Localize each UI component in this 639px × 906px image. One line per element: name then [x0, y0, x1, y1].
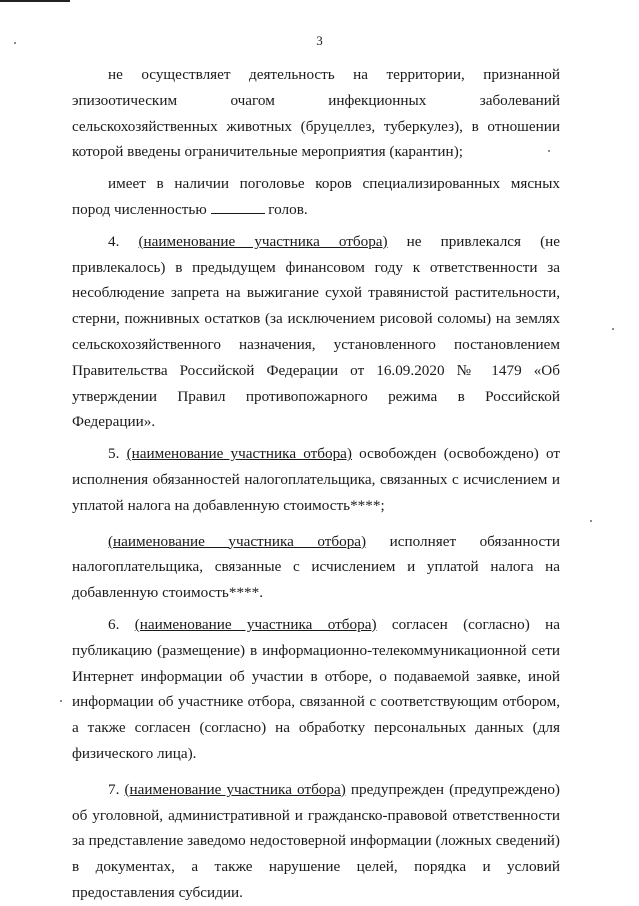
- paragraph-item-5: [72, 441, 560, 518]
- paragraph-text: не привлекался (не привлекалось) в предыдущем финансовом году к ответственности за несоблюдение запрета на выжигание сухой травянистой растительности, стерни, пожнивных остатков (за исключением рисовой соломы) на землях сельскохозяйственного назначения, установленного постановлением Правительства Российской Федерации от 16.09.2020 № 1479 «Об утверждении Правил противопожарного режима в Российской Федерации».: [72, 232, 561, 431]
- paragraph-text: голов.: [264, 200, 308, 218]
- paragraph-item-6: [72, 612, 560, 767]
- paragraph-item-5-alt: [72, 529, 560, 606]
- page-number: 3: [316, 33, 323, 48]
- scan-speck: [612, 328, 614, 330]
- item-number: 6.: [108, 615, 135, 633]
- participant-name-placeholder: (наименование участника отбора): [124, 780, 346, 798]
- paragraph-livestock: [72, 171, 560, 223]
- document-body: [72, 62, 560, 906]
- scan-speck: [590, 520, 592, 522]
- paragraph-text: исполняет обязанности налогоплательщика, связанные с исчислением и уплатой налога на добавленную стоимость****.: [72, 532, 560, 602]
- participant-name-placeholder: (наименование участника отбора): [126, 445, 352, 463]
- paragraph-epizootic: [72, 62, 560, 165]
- blank-line: [211, 199, 265, 214]
- paragraph-text: не осуществляет деятельность на территории, признанной эпизоотическим очагом инфекционных заболеваний сельскохозяйственных животных (бруцеллез, туберкулез), в отношении которой введены ограничительные мероприятия (карантин);: [72, 66, 560, 161]
- item-number: 4.: [108, 232, 139, 250]
- scan-speck: [548, 150, 550, 152]
- participant-name-placeholder: (наименование участника отбора): [138, 232, 388, 250]
- paragraph-text: согласен (согласно) на публикацию (размещение) в информационно-телекоммуникационной сети Интернет информации об участии в отборе, о подаваемой заявке, иной информации об участнике отбора, связанной с соответствующим отбором, а также согласен (согласно) на обработку персональных данных (для физического лица).: [72, 615, 560, 762]
- scan-speck: [14, 42, 16, 44]
- item-number: 7.: [108, 780, 125, 798]
- paragraph-text: освобожден (освобождено) от исполнения обязанностей налогоплательщика, связанных с исчислением и уплатой налога на добавленную стоимость****;: [72, 445, 561, 514]
- paragraph-item-7: [72, 777, 560, 906]
- item-number: 5.: [108, 445, 127, 463]
- participant-name-placeholder: (наименование участника отбора): [108, 532, 367, 550]
- scan-speck: [60, 700, 62, 702]
- paragraph-item-4: [72, 229, 560, 435]
- paragraph-text: имеет в наличии поголовье коров специализированных мясных пород численностью: [72, 175, 560, 218]
- paragraph-text: предупрежден (предупреждено) об уголовной, административной и гражданско-правовой ответственности за представление заведомо недостоверной информации (ложных сведений) в документах, а также нарушение целей, порядка и условий предоставления субсидии.: [72, 780, 560, 901]
- top-edge-rule: [0, 0, 70, 2]
- participant-name-placeholder: (наименование участника отбора): [134, 615, 377, 633]
